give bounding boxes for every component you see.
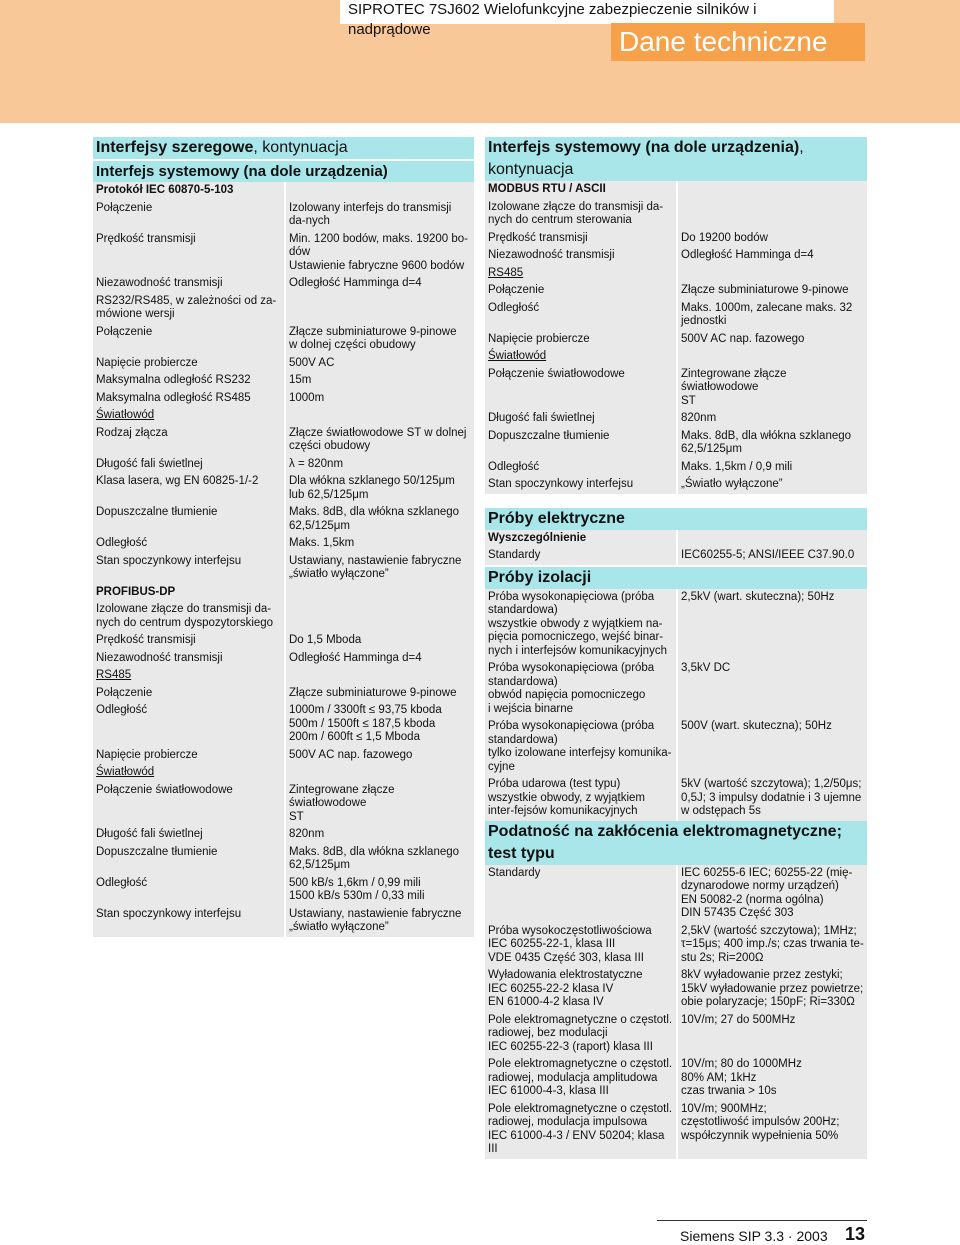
spec-label: Połączenie <box>485 282 676 300</box>
spec-label: Światłowód <box>93 764 284 782</box>
spec-value: Zintegrowane złącze światłowodowe ST <box>678 366 867 411</box>
spec-value: 820nm <box>286 826 474 844</box>
right-bar-rest: , kontynuacja <box>488 139 804 178</box>
spec-label: Maksymalna odległość RS232 <box>93 372 284 390</box>
spec-value: IEC 60255-6 IEC; 60255-22 (mię-dzynarodowe normy urządzeń) EN 50082-2 (norma ogólna) DIN 57435 Część 303 <box>678 865 867 923</box>
spec-value <box>286 293 474 324</box>
spec-label: Odległość <box>93 875 284 906</box>
spec-value: Złącze subminiaturowe 9-pinowe <box>286 685 474 703</box>
spec-label: Maksymalna odległość RS485 <box>93 390 284 408</box>
spec-label: PROFIBUS-DP <box>93 584 284 602</box>
spec-value: „Światło wyłączone” <box>678 476 867 494</box>
spec-label: Izolowane złącze do transmisji da-nych do centrum dyspozytorskiego <box>93 601 284 632</box>
spec-label: Pole elektromagnetyczne o częstotl. radiowej, modulacja amplitudowa IEC 61000-4-3, klasa III <box>485 1056 676 1101</box>
spec-label: Standardy <box>485 865 676 923</box>
spec-value: 2,5kV (wartość szczytowa); 1MHz; τ=15μs; 400 imp./s; czas trwania te-stu 2s; Ri=200Ω <box>678 923 867 968</box>
spec-value: 15m <box>286 372 474 390</box>
section-title: Dane techniczne <box>611 23 865 61</box>
spec-label: Odległość <box>485 459 676 477</box>
spec-value: IEC60255-5; ANSI/IEEE C37.90.0 <box>678 547 867 565</box>
spec-value: Izolowany interfejs do transmisji da-nych <box>286 200 474 231</box>
spec-label: Połączenie światłowodowe <box>93 782 284 827</box>
emc-tests-bar: Podatność na zakłócenia elektromagnetyczne; test typu <box>485 821 867 865</box>
spec-label: Stan spoczynkowy interfejsu <box>485 476 676 494</box>
right-spec-table-4 <box>485 865 867 1159</box>
spec-label: Standardy <box>485 547 676 565</box>
left-bar-bold: Interfejsy szeregowe <box>96 139 254 156</box>
spec-value: Złącze światłowodowe ST w dolnej części obudowy <box>286 425 474 456</box>
spec-value <box>678 181 867 199</box>
spec-value: Złącze subminiaturowe 9-pinowe w dolnej części obudowy <box>286 324 474 355</box>
spec-value: 2,5kV (wart. skuteczna); 50Hz <box>678 589 867 661</box>
spec-label: Dopuszczalne tłumienie <box>93 504 284 535</box>
right-section-bar <box>485 137 867 181</box>
footer-rule <box>657 1220 867 1221</box>
spec-value: Maks. 8dB, dla włókna szklanego 62,5/125μm <box>286 844 474 875</box>
right-spec-table-1 <box>485 181 867 494</box>
spec-value <box>286 584 474 602</box>
spec-value: Ustawiany, nastawienie fabryczne „światło wyłączone” <box>286 906 474 937</box>
spec-value <box>678 530 867 548</box>
spec-value <box>678 348 867 366</box>
spec-label: Pole elektromagnetyczne o częstotl. radiowej, bez modulacji IEC 60255-22-3 (raport) klasa III <box>485 1012 676 1057</box>
spec-label: Napięcie probiercze <box>93 355 284 373</box>
spec-label: Prędkość transmisji <box>485 230 676 248</box>
spec-label: Próba wysokoczęstotliwościowa IEC 60255-22-1, klasa III VDE 0435 Część 303, klasa III <box>485 923 676 968</box>
spec-label: Połączenie <box>93 200 284 231</box>
page-number: 13 <box>845 1224 866 1244</box>
insulation-tests-bar: Próby izolacji <box>485 567 867 589</box>
spec-label: Napięcie probiercze <box>93 747 284 765</box>
spec-label: RS232/RS485, w zależności od za-mówione wersji <box>93 293 284 324</box>
spec-value <box>286 407 474 425</box>
spec-label: Próba udarowa (test typu) wszystkie obwody, z wyjątkiem inter-fejsów komunikacyjnych <box>485 776 676 821</box>
spec-label: Odległość <box>93 535 284 553</box>
spec-value: 10V/m; 27 do 500MHz <box>678 1012 867 1057</box>
spec-label: Połączenie <box>93 324 284 355</box>
left-spec-table <box>93 182 474 937</box>
spec-value <box>678 199 867 230</box>
spec-label: Prędkość transmisji <box>93 231 284 276</box>
spec-value: 10V/m; 80 do 1000MHz 80% AM; 1kHz czas trwania > 10s <box>678 1056 867 1101</box>
spec-value: Maks. 1,5km / 0,9 mili <box>678 459 867 477</box>
left-section-bar <box>93 137 474 159</box>
spec-label: Rodzaj złącza <box>93 425 284 456</box>
spec-label: Połączenie światłowodowe <box>485 366 676 411</box>
spec-value: 1000m <box>286 390 474 408</box>
spec-value: 10V/m; 900MHz; częstotliwość impulsów 200Hz; współczynnik wypełnienia 50% <box>678 1101 867 1159</box>
spec-value: λ = 820nm <box>286 456 474 474</box>
spec-label: Próba wysokonapięciowa (próba standardowa) wszystkie obwody z wyjątkiem na-pięcia pomocniczego, wejść binar-nych i interfejsów komunikacyjnych <box>485 589 676 661</box>
spec-value: 8kV wyładowanie przez zestyki; 15kV wyładowanie przez powietrze; obie polaryzacje; 150pF; Ri=330Ω <box>678 967 867 1012</box>
spec-value: Maks. 1,5km <box>286 535 474 553</box>
spec-value: Maks. 8dB, dla włókna szklanego 62,5/125μm <box>286 504 474 535</box>
left-column <box>93 137 474 933</box>
spec-label: Odległość <box>485 300 676 331</box>
spec-label: Połączenie <box>93 685 284 703</box>
spec-value: 1000m / 3300ft ≤ 93,75 kboda 500m / 1500ft ≤ 187,5 kboda 200m / 600ft ≤ 1,5 Mboda <box>286 702 474 747</box>
spec-label: Wyładowania elektrostatyczne IEC 60255-22-2 klasa IV EN 61000-4-2 klasa IV <box>485 967 676 1012</box>
spec-label: Wyszczególnienie <box>485 530 676 548</box>
spec-value: Maks. 1000m, zalecane maks. 32 jednostki <box>678 300 867 331</box>
spec-label: Niezawodność transmisji <box>93 650 284 668</box>
spec-label: Odległość <box>93 702 284 747</box>
spec-label: RS485 <box>93 667 284 685</box>
left-subsection-bar: Interfejs systemowy (na dole urządzenia) <box>93 161 474 182</box>
spec-label: Światłowód <box>93 407 284 425</box>
spec-label: Napięcie probiercze <box>485 331 676 349</box>
spec-label: Dopuszczalne tłumienie <box>93 844 284 875</box>
spec-value: Zintegrowane złącze światłowodowe ST <box>286 782 474 827</box>
spec-value <box>286 182 474 200</box>
electrical-tests-bar: Próby elektryczne <box>485 508 867 530</box>
spec-value: 500 kB/s 1,6km / 0,99 mili 1500 kB/s 530m / 0,33 mili <box>286 875 474 906</box>
spec-label: Długość fali świetlnej <box>93 826 284 844</box>
spec-value: Min. 1200 bodów, maks. 19200 bo-dów Ustawienie fabryczne 9600 bodów <box>286 231 474 276</box>
spec-label: Światłowód <box>485 348 676 366</box>
spec-value: 3,5kV DC <box>678 660 867 718</box>
spec-value: Ustawiany, nastawienie fabryczne „światło wyłączone” <box>286 553 474 584</box>
spec-value: Maks. 8dB, dla włókna szklanego 62,5/125μm <box>678 428 867 459</box>
spec-value: Do 19200 bodów <box>678 230 867 248</box>
spec-label: Niezawodność transmisji <box>93 275 284 293</box>
spec-value: 500V AC <box>286 355 474 373</box>
spec-label: Protokół IEC 60870-5-103 <box>93 182 284 200</box>
footer-publication: Siemens SIP 3.3 · 2003 <box>680 1228 828 1244</box>
spec-label: RS485 <box>485 265 676 283</box>
spec-label: Stan spoczynkowy interfejsu <box>93 906 284 937</box>
spec-label: Próba wysokonapięciowa (próba standardowa) tylko izolowane interfejsy komunika-cyjne <box>485 718 676 776</box>
spec-label: Pole elektromagnetyczne o częstotl. radiowej, modulacja impulsowa IEC 61000-4-3 / ENV 50204; klasa III <box>485 1101 676 1159</box>
spec-value <box>678 265 867 283</box>
spec-label: MODBUS RTU / ASCII <box>485 181 676 199</box>
spec-value: 500V AC nap. fazowego <box>286 747 474 765</box>
spec-label: Stan spoczynkowy interfejsu <box>93 553 284 584</box>
spec-label: Próba wysokonapięciowa (próba standardowa) obwód napięcia pomocniczego i wejścia binarne <box>485 660 676 718</box>
spec-value: 820nm <box>678 410 867 428</box>
spec-label: Izolowane złącze do transmisji da-nych do centrum sterowania <box>485 199 676 230</box>
spec-value <box>286 764 474 782</box>
spec-value: 500V AC nap. fazowego <box>678 331 867 349</box>
spec-label: Długość fali świetlnej <box>93 456 284 474</box>
spec-value: 5kV (wartość szczytowa); 1,2/50μs; 0,5J; 3 impulsy dodatnie i 3 ujemne w odstępach 5s <box>678 776 867 821</box>
spec-value: Złącze subminiaturowe 9-pinowe <box>678 282 867 300</box>
spec-label: Dopuszczalne tłumienie <box>485 428 676 459</box>
spec-value <box>286 601 474 632</box>
spec-label: Prędkość transmisji <box>93 632 284 650</box>
right-column <box>485 137 867 1155</box>
right-bar-bold: Interfejs systemowy (na dole urządzenia) <box>488 139 800 156</box>
header-band <box>0 0 960 123</box>
spec-value: Odległość Hamminga d=4 <box>678 247 867 265</box>
spec-value: Odległość Hamminga d=4 <box>286 275 474 293</box>
spec-value: 500V (wart. skuteczna); 50Hz <box>678 718 867 776</box>
spec-value: Dla włókna szklanego 50/125μm lub 62,5/125μm <box>286 473 474 504</box>
spec-value: Do 1,5 Mboda <box>286 632 474 650</box>
spec-value: Odległość Hamminga d=4 <box>286 650 474 668</box>
spec-label: Niezawodność transmisji <box>485 247 676 265</box>
spec-value <box>286 667 474 685</box>
document-title: SIPROTEC 7SJ602 Wielofunkcyjne zabezpieczenie silników i nadprądowe <box>340 0 834 24</box>
spec-label: Długość fali świetlnej <box>485 410 676 428</box>
right-spec-table-2 <box>485 530 867 565</box>
right-spec-table-3 <box>485 589 867 821</box>
left-bar-rest: , kontynuacja <box>253 139 348 156</box>
spec-label: Klasa lasera, wg EN 60825-1/-2 <box>93 473 284 504</box>
